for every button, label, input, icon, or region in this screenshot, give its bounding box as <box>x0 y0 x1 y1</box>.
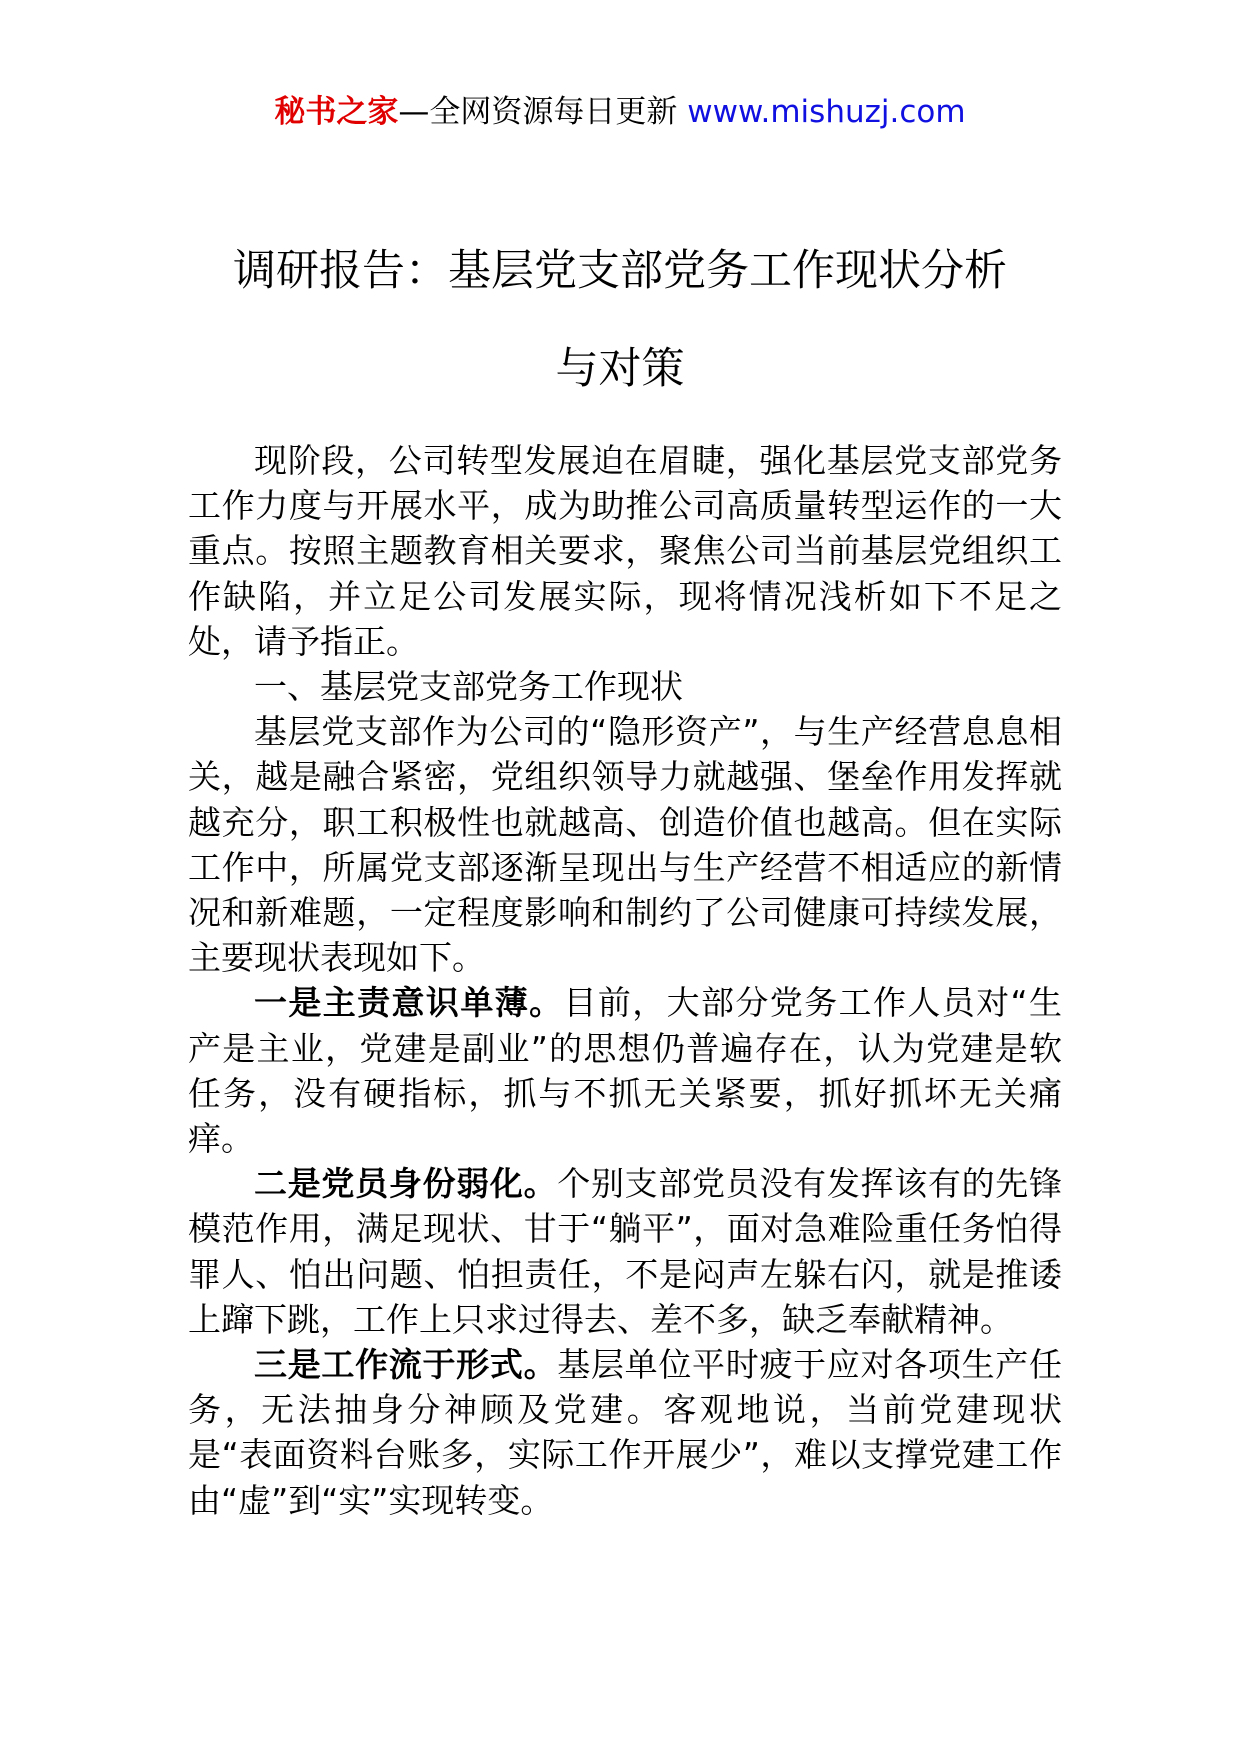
page-header <box>0 92 1240 132</box>
point-2-text: 个别支部党员没有发挥该有的先锋模范作用，满足现状、甘于“躺平”，面对急难险重任务怕得罪人、怕出问题、怕担责任，不是闷声左躲右闪，就是推诿上蹿下跳，工作上只求过得去、差不多，缺乏奉献精神。 <box>188 1164 1063 1339</box>
point-1-paragraph <box>188 980 1062 1161</box>
point-2-lead: 二是党员身份弱化。 <box>254 1164 558 1204</box>
point-3-paragraph <box>188 1342 1062 1523</box>
title-line-2: 与对策 <box>555 344 685 394</box>
document-body <box>188 438 1062 1523</box>
point-2-paragraph <box>188 1161 1062 1342</box>
site-url[interactable]: www.mishuzj.com <box>687 94 966 130</box>
point-3-text: 基层单位平时疲于应对各项生产任务，无法抽身分神顾及党建。客观地说，当前党建现状是“表面资料台账多，实际工作开展少”，难以支撑党建工作由“虚”到“实”实现转变。 <box>188 1345 1063 1520</box>
title-line-1: 调研报告：基层党支部党务工作现状分析 <box>233 246 1007 296</box>
point-1-text: 目前，大部分党务工作人员对“生产是主业，党建是副业”的思想仍普遍存在，认为党建是软任务，没有硬指标，抓与不抓无关紧要，抓好抓坏无关痛痒。 <box>188 983 1062 1159</box>
point-1-lead: 一是主责意识单薄。 <box>254 983 564 1023</box>
intro-paragraph: 现阶段，公司转型发展迫在眉睫，强化基层党支部党务工作力度与开展水平，成为助推公司高质量转型运作的一大重点。按照主题教育相关要求，聚焦公司当前基层党组织工作缺陷，并立足公司发展实际，现将情况浅析如下不足之处，请予指正。 <box>188 441 1062 661</box>
point-3-lead: 三是工作流于形式。 <box>254 1345 558 1385</box>
header-slogan: —全网资源每日更新 <box>398 94 688 130</box>
brand-name: 秘书之家 <box>274 94 399 130</box>
section-1-paragraph: 基层党支部作为公司的“隐形资产”，与生产经营息息相关，越是融合紧密，党组织领导力就越强、堡垒作用发挥就越充分，职工积极性也就越高、创造价值也越高。但在实际工作中，所属党支部逐渐呈现出与生产经营不相适应的新情况和新难题，一定程度影响和制约了公司健康可持续发展，主要现状表现如下。 <box>188 712 1062 978</box>
section-1-heading: 一、基层党支部党务工作现状 <box>254 667 683 707</box>
document-title <box>150 222 1090 418</box>
